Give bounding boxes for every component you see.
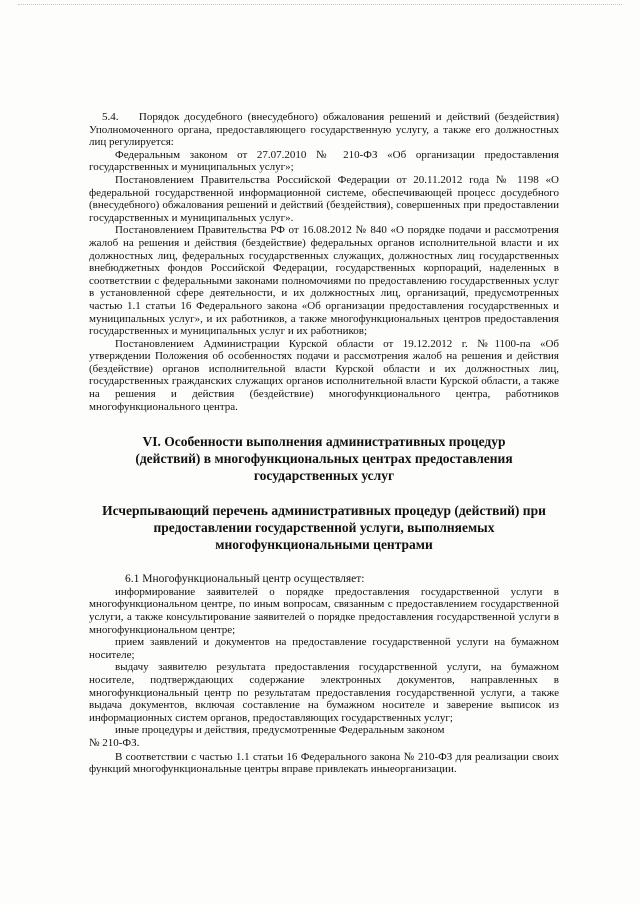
section-6-1-item-other: иные процедуры и действия, предусмотренные Федеральным законом (115, 724, 445, 737)
heading-section-vi: VI. Особенности выполнения административных процедур (действий) в многофункциональных центрах предоставления государственных услуг (135, 434, 513, 484)
section-5-4-item-kursk-resolution: Постановлением Администрации Курской области от 19.12.2012 г. №1100-па «Об утверждении Положения об особенностях подачи и рассмотрения жалоб на решения и действия (бездействие) органов исполнительной власти Курской области и их должностных лиц, государственных гражданских служащих органов исполнительной власти Курской области, а также на решения и действия (бездействие) многофункционального центра, работников многофункционального центра. (89, 337, 559, 413)
section-5-4-item-federal-law: Федеральным законом от 27.07.2010 № 210-ФЗ «Об организации предоставления государственных и муниципальных услуг»; (89, 148, 559, 174)
section-6-1-item-informing: информирование заявителей о порядке предоставления государственной услуги в многофункциональном центре, по иным вопросам, связанным с предоставлением государственной услуги, а также консультирование заявителей о порядке предоставления государственной услуги в многофункциональном центре; (89, 585, 559, 636)
section-5-4 (89, 111, 559, 413)
section-5-4-item-resolution-840: Постановлением Правительства РФ от 16.08.2012 № 840 «О порядке подачи и рассмотрения жалоб на решения и действия (бездействие) федеральных органов исполнительной власти и их должностных лиц, федеральных государственных служащих, должностных лиц государственных внебюджетных фондов Российской Федерации, государственных корпораций, наделенных в соответствии с федеральными законами полномочиями по предоставлению государственных услуг в установленной сфере деятельности, и их должностных лиц, организаций, предусмотренных частью 1.1 статьи 16 Федерального закона «Об организации предоставления государственных и муниципальных услуг», и их работников, а также многофункциональных центров предоставления государственных и муниципальных услуг и их работников; (89, 224, 559, 338)
section-6-1-lead: 6.1 Многофункциональный центр осуществляет: (125, 573, 365, 586)
section-5-4-item-resolution-1198: Постановлением Правительства Российской Федерации от 20.11.2012 года № 1198 «О федеральной государственной информационной системе, обеспечивающей процесс досудебного (внесудебного) обжалования решений и действий (бездействия), совершенных при предоставлении государственных и муниципальных услуг». (89, 173, 559, 224)
section-6-1-law-reference: № 210-ФЗ. (89, 736, 140, 749)
section-6-1-closing: В соответствии с частью 1.1 статьи 16 Федерального закона № 210-ФЗ для реализации своих функций многофункциональные центры вправе привлекать иныеорганизации. (89, 750, 559, 776)
section-6-1-item-reception: прием заявлений и документов на предоставление государственной услуги на бумажном носителе; (89, 636, 559, 661)
section-5-4-intro: 5.4. Порядок досудебного (внесудебного) обжалования решений и действий (бездействия) Уполномоченного органа, предоставляющего государственную услугу, а также его должностных лиц регулируется: (89, 111, 559, 149)
section-6-1-item-issuance: выдачу заявителю результата предоставления государственной услуги, на бумажном носителе, подтверждающих содержание электронных документов, направленных в многофункциональный центр по результатам предоставления государственной услуги, а также выдача документов, включая составление на бумажном носителе и заверение выписок из информационных систем органов, предоставляющих государственных услуг; (89, 661, 559, 724)
heading-procedure-list: Исчерпывающий перечень административных процедур (действий) при предоставлении государственной услуги, выполняемых многофункциональными центрами (102, 503, 546, 553)
scan-edge-line (18, 4, 622, 5)
document-body (89, 111, 559, 776)
section-6-1 (89, 573, 559, 776)
